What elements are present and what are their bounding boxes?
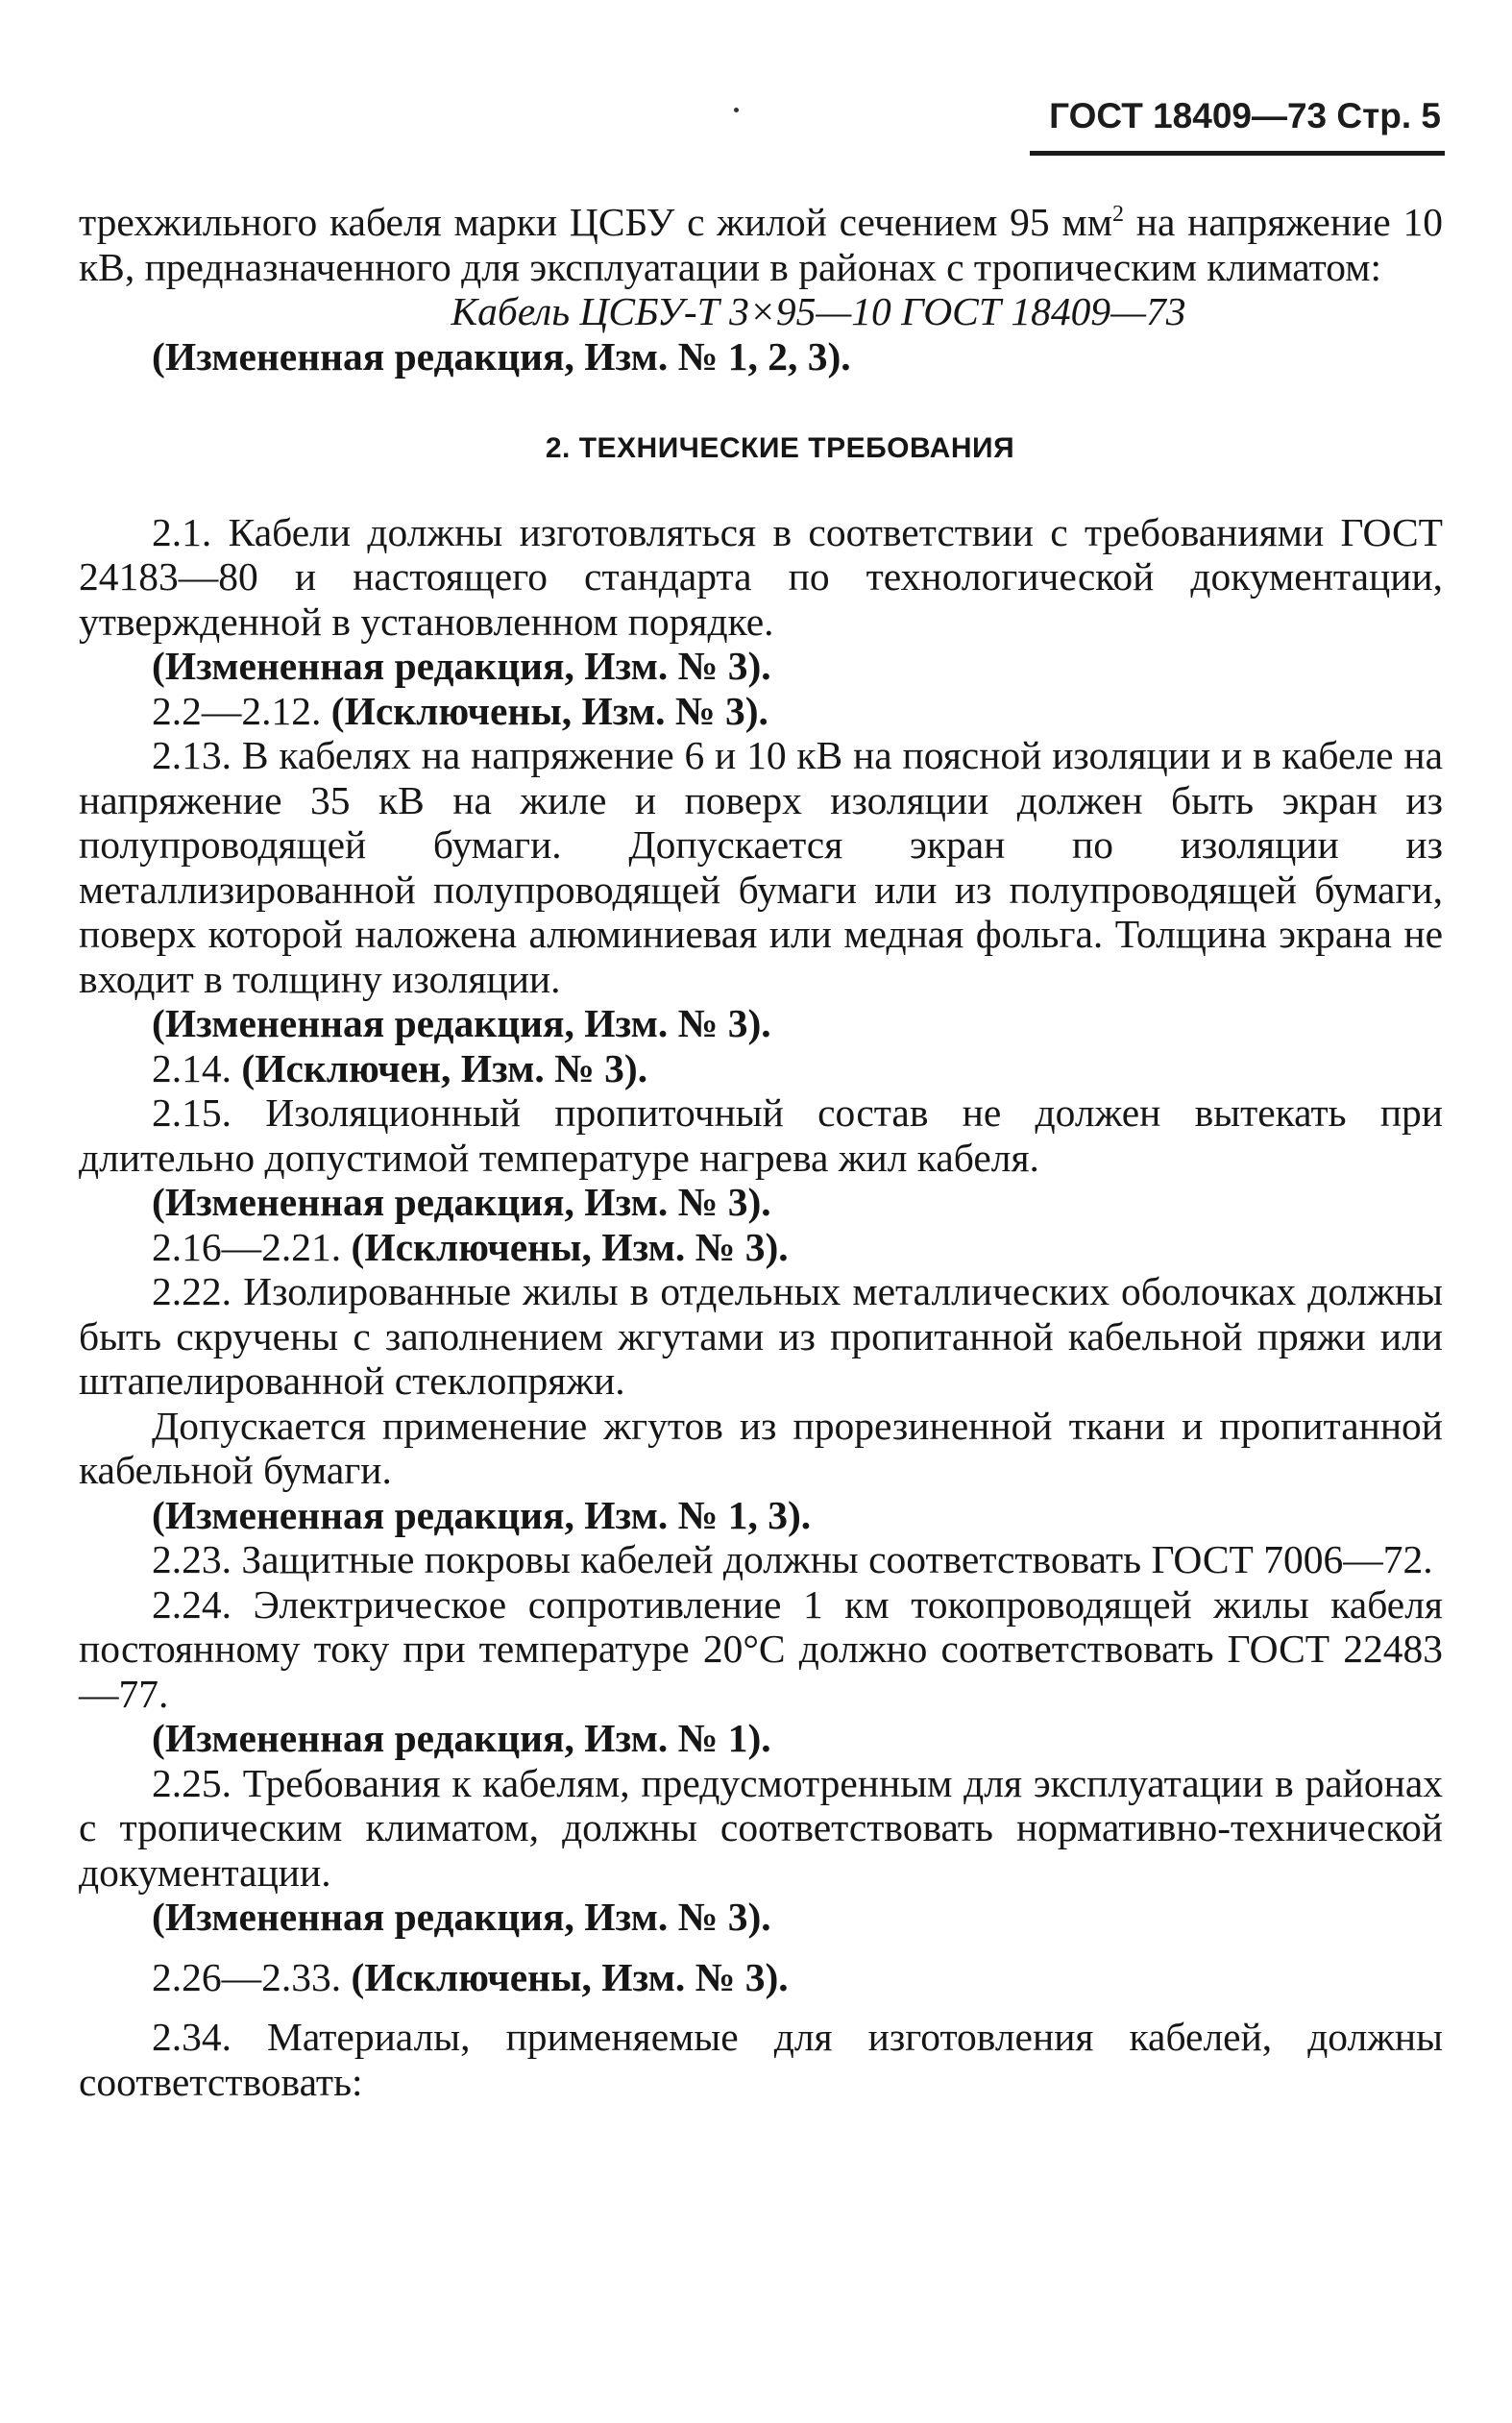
clause-number: 2.14. <box>152 1045 242 1090</box>
clause-2-2-2-12 <box>79 689 1443 734</box>
clause-2-34: 2.34. Материалы, применяемые для изготовления кабелей, должны соответствовать: <box>79 2015 1443 2104</box>
clause-2-24: 2.24. Электрическое сопротивление 1 км токопроводящей жилы кабеля постоянному току при температуре 20°С должно соответствовать ГОСТ 22483—77. <box>79 1581 1443 1716</box>
clause-2-13-amendment: (Измененная редакция, Изм. № 3). <box>152 1001 771 1045</box>
intro-superscript: 2 <box>1111 202 1124 228</box>
clause-number: 2.16—2.21. <box>152 1224 352 1269</box>
clause-2-1: 2.1. Кабели должны изготовляться в соответствии с требованиями ГОСТ 24183—80 и настоящего стандарта по технологической документации, утвержденной в установленном порядке. <box>79 509 1443 644</box>
clause-2-15: 2.15. Изоляционный пропиточный состав не должен вытекать при длительно допустимой температуре нагрева жил кабеля. <box>79 1090 1443 1180</box>
scan-speck <box>734 108 739 112</box>
intro-paragraph <box>79 200 1443 289</box>
clause-2-23: 2.23. Защитные покровы кабелей должны соответствовать ГОСТ 7006—72. <box>152 1537 1433 1581</box>
clause-2-14 <box>79 1046 1443 1091</box>
intro-text-end: на напряжение 10 кВ, предназначенного для эксплуатации в районах с тропическим климатом: <box>79 200 1443 289</box>
clause-2-22-continued: Допускается применение жгутов из прорезиненной ткани и пропитанной кабельной бумаги. <box>79 1403 1443 1492</box>
clause-2-13: 2.13. В кабелях на напряжение 6 и 10 кВ на поясной изоляции и в кабеле на напряжение 35 кВ на жиле и поверх изоляции должен быть экран из полупроводящей бумаги. Допускается экран по изоляции из металлизированной полупроводящей бумаги или из полупроводящей бумаги, поверх которой наложена алюминиевая или медная фольга. Толщина экрана не входит в толщину изоляции. <box>79 733 1443 1001</box>
page-header: ГОСТ 18409—73 Стр. 5 <box>1049 96 1441 135</box>
section-title: 2. ТЕХНИЧЕСКИЕ ТРЕБОВАНИЯ <box>545 432 1015 464</box>
clause-2-25: 2.25. Требования к кабелям, предусмотренным для эксплуатации в районах с тропическим климатом, должны соответствовать нормативно-технической документации. <box>79 1760 1443 1895</box>
header-rule <box>1030 151 1445 156</box>
clause-2-16-2-21 <box>79 1225 1443 1270</box>
clause-note: (Исключены, Изм. № 3). <box>351 1224 789 1269</box>
clause-note: (Исключены, Изм. № 3). <box>330 688 768 733</box>
clause-note: (Исключены, Изм. № 3). <box>351 1954 789 1999</box>
clause-2-25-amendment: (Измененная редакция, Изм. № 3). <box>152 1895 771 1939</box>
clause-note: (Исключен, Изм. № 3). <box>241 1045 648 1090</box>
spacer <box>79 1940 1443 1955</box>
intro-text-start: трехжильного кабеля марки ЦСБУ с жилой сечением 95 мм <box>79 200 1112 244</box>
intro-amendment: (Измененная редакция, Изм. № 1, 2, 3). <box>152 333 851 379</box>
clause-number: 2.26—2.33. <box>152 1954 352 1999</box>
clause-2-22-amendment: (Измененная редакция, Изм. № 1, 3). <box>152 1492 812 1537</box>
document-body <box>79 200 1443 2104</box>
clause-2-1-amendment: (Измененная редакция, Изм. № 3). <box>152 644 771 688</box>
clause-2-26-2-33 <box>79 1955 1443 2000</box>
clause-2-22: 2.22. Изолированные жилы в отдельных металлических оболочках должны быть скручены с заполнением жгутами из пропитанной кабельной пряжи или штапелированной стеклопряжи. <box>79 1269 1443 1403</box>
clause-2-15-amendment: (Измененная редакция, Изм. № 3). <box>152 1180 771 1224</box>
spacer <box>79 1999 1443 2015</box>
clause-2-24-amendment: (Измененная редакция, Изм. № 1). <box>152 1716 771 1760</box>
clause-number: 2.2—2.12. <box>152 688 331 733</box>
cable-designation: Кабель ЦСБУ-Т 3×95—10 ГОСТ 18409—73 <box>451 289 1186 333</box>
